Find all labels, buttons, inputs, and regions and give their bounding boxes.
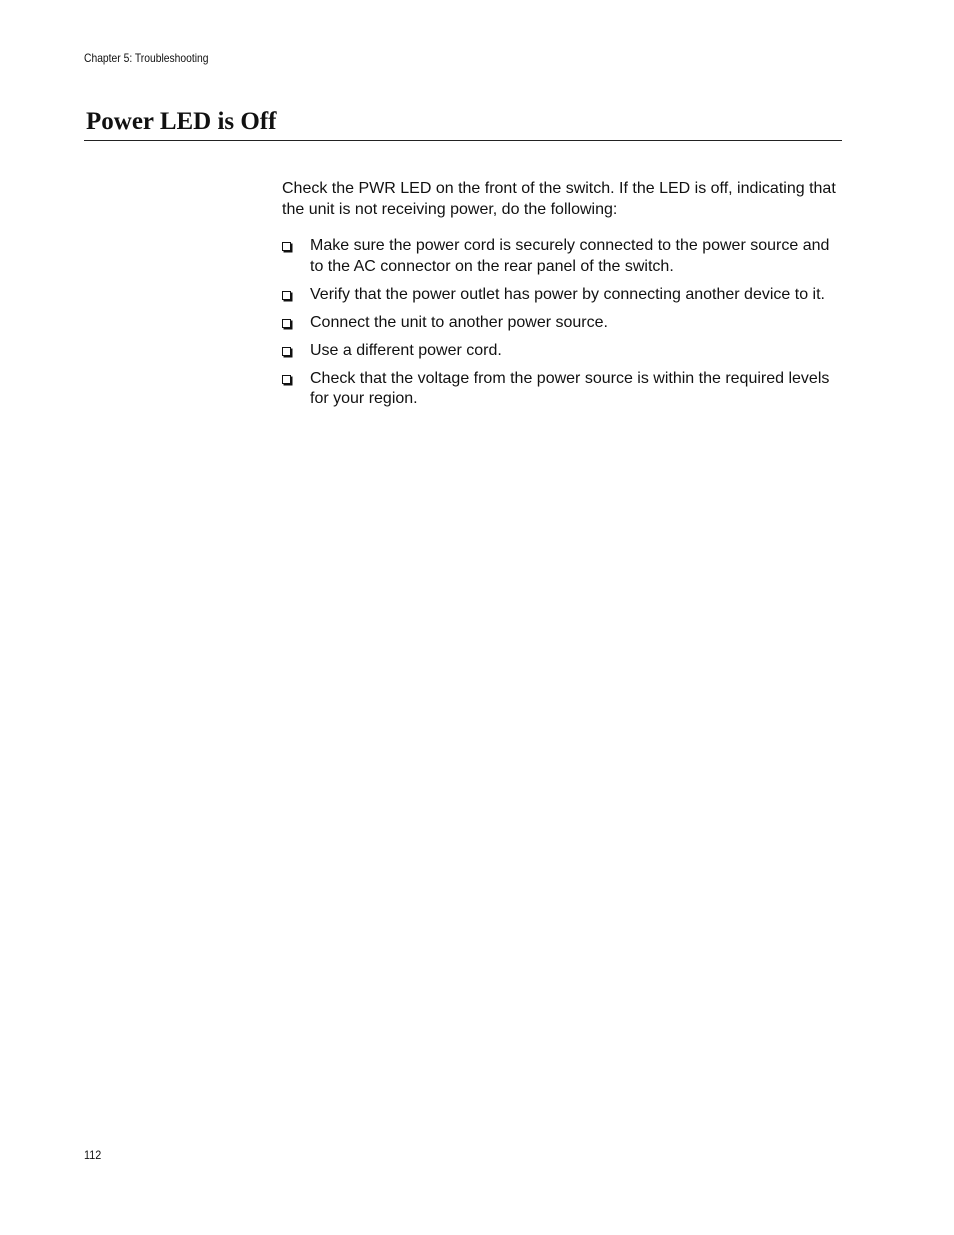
list-item <box>282 236 847 277</box>
hollow-square-bullet-icon <box>282 291 291 300</box>
section-title: Power LED is Off <box>86 108 277 135</box>
page-number: 112 <box>84 1148 102 1162</box>
hollow-square-bullet-icon <box>282 347 291 356</box>
title-rule <box>84 140 842 141</box>
list-item-text: Verify that the power outlet has power by connecting another device to it. <box>310 285 825 303</box>
hollow-square-bullet-icon <box>282 319 291 328</box>
intro-paragraph: Check the PWR LED on the front of the switch. If the LED is off, indicating that the unit is not receiving power, do the following: <box>282 180 836 218</box>
list-item <box>282 369 847 410</box>
list-item <box>282 313 847 334</box>
list-item-text: Check that the voltage from the power source is within the required levels for your region. <box>310 369 830 407</box>
list-item <box>282 285 847 306</box>
content-body <box>282 179 847 417</box>
list-item-text: Connect the unit to another power source. <box>310 313 608 331</box>
list-item-text: Use a different power cord. <box>310 341 502 359</box>
list-item <box>282 341 847 362</box>
bullet-list <box>282 236 847 410</box>
hollow-square-bullet-icon <box>282 375 291 384</box>
running-header: Chapter 5: Troubleshooting <box>84 51 209 65</box>
hollow-square-bullet-icon <box>282 242 291 251</box>
list-item-text: Make sure the power cord is securely connected to the power source and to the AC connector on the rear panel of the switch. <box>310 237 830 275</box>
